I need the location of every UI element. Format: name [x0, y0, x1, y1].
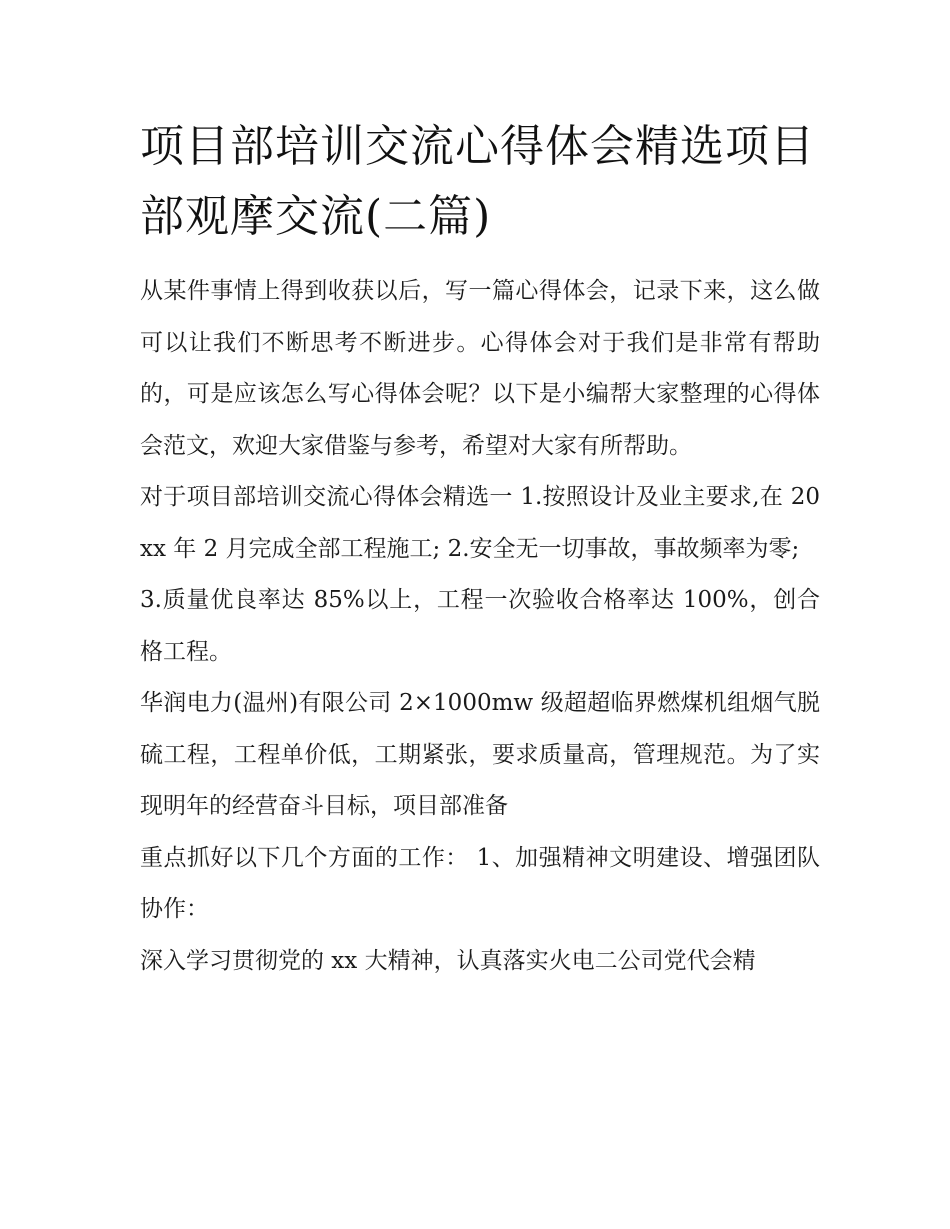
paragraph-goal-3: 3.质量优良率达 85%以上，工程一次验收合格率达 100%，创合格工程。: [140, 587, 820, 665]
paragraph-project-overview: 华润电力(温州)有限公司 2×1000mw 级超超临界燃煤机组烟气脱硫工程，工程单价低，工期紧张，要求质量高，管理规范。为了实现明年的经营奋斗目标，项目部准备: [140, 690, 820, 819]
document-body: [140, 112, 820, 987]
paragraph-goal-1-2: 对于项目部培训交流心得体会精选一 1.按照设计及业主要求,在 20xx 年 2 月完成全部工程施工; 2.安全无一切事故，事故频率为零;: [140, 484, 820, 562]
paragraph-study: 深入学习贯彻党的 xx 大精神，认真落实火电二公司党代会精: [140, 947, 756, 974]
paragraph-intro: 从某件事情上得到收获以后，写一篇心得体会，记录下来，这么做可以让我们不断思考不断进步。心得体会对于我们是非常有帮助的，可是应该怎么写心得体会呢？以下是小编帮大家整理的心得体会范文，欢迎大家借鉴与参考，希望对大家有所帮助。: [140, 278, 820, 459]
document-title: 项目部培训交流心得体会精选项目部观摩交流(二篇): [140, 121, 815, 242]
paragraph-key-work: 重点抓好以下几个方面的工作： 1、加强精神文明建设、增强团队协作：: [140, 844, 820, 922]
